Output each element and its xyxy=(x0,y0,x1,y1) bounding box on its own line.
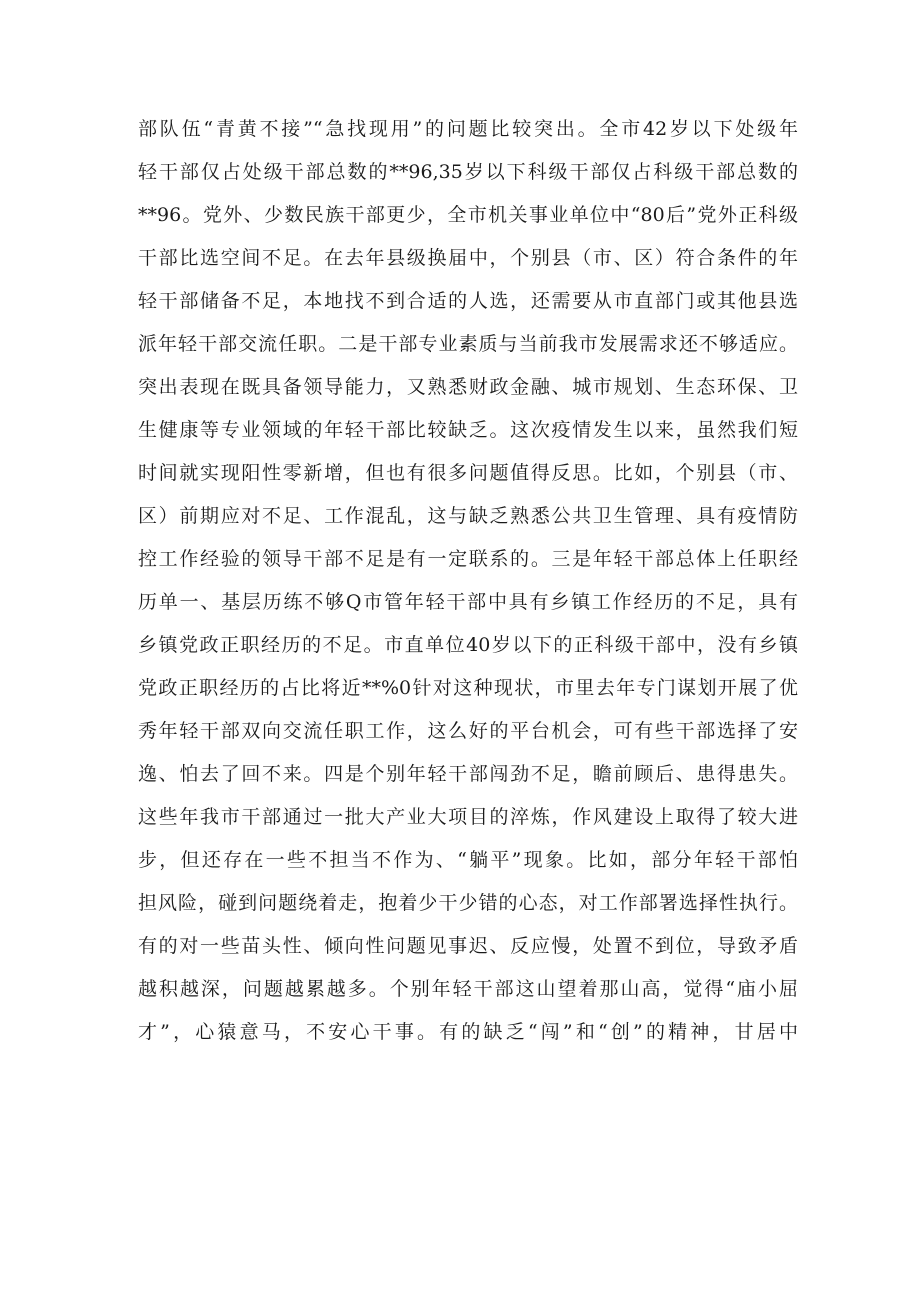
text-line: 区）前期应对不足、工作混乱，这与缺乏熟悉公共卫生管理、具有疫情防 xyxy=(138,505,798,527)
text-line: 部队伍“青黄不接”“急找现用”的问题比较突出。全市42岁以下处级年 xyxy=(138,118,798,140)
text-line: 轻干部储备不足，本地找不到合适的人选，还需要从市直部门或其他县选 xyxy=(138,290,798,312)
text-line: 历单一、基层历练不够Q市管年轻干部中具有乡镇工作经历的不足，具有 xyxy=(138,591,798,613)
text-line: 控工作经验的领导干部不足是有一定联系的。三是年轻干部总体上任职经 xyxy=(138,548,798,570)
text-line: 干部比选空间不足。在去年县级换届中，个别县（市、区）符合条件的年 xyxy=(138,247,798,269)
text-line: 突出表现在既具备领导能力，又熟悉财政金融、城市规划、生态环保、卫 xyxy=(138,376,798,398)
text-line: 派年轻干部交流任职。二是干部专业素质与当前我市发展需求还不够适应。 xyxy=(138,333,798,355)
text-line: 时间就实现阳性零新增，但也有很多问题值得反思。比如，个别县（市、 xyxy=(138,462,798,484)
text-line: 才”，心猿意马，不安心干事。有的缺乏“闯”和“创”的精神，甘居中 xyxy=(138,1021,798,1043)
text-line: 有的对一些苗头性、倾向性问题见事迟、反应慢，处置不到位，导致矛盾 xyxy=(138,935,798,957)
text-line: 逸、怕去了回不来。四是个别年轻干部闯劲不足，瞻前顾后、患得患失。 xyxy=(138,763,798,785)
text-line: 这些年我市干部通过一批大产业大项目的淬炼，作风建设上取得了较大进 xyxy=(138,806,798,828)
text-line: 秀年轻干部双向交流任职工作，这么好的平台机会，可有些干部选择了安 xyxy=(138,720,798,742)
text-line: 生健康等专业领域的年轻干部比较缺乏。这次疫情发生以来，虽然我们短 xyxy=(138,419,798,441)
text-line: 越积越深，问题越累越多。个别年轻干部这山望着那山高，觉得“庙小屈 xyxy=(138,978,798,1000)
text-line: 担风险，碰到问题绕着走，抱着少干少错的心态，对工作部署选择性执行。 xyxy=(138,892,798,914)
text-line: 步，但还存在一些不担当不作为、“躺平”现象。比如，部分年轻干部怕 xyxy=(138,849,798,871)
text-line: 乡镇党政正职经历的不足。市直单位40岁以下的正科级干部中，没有乡镇 xyxy=(138,634,798,656)
text-line: **96。党外、少数民族干部更少，全市机关事业单位中“80后”党外正科级 xyxy=(138,204,798,226)
text-line: 党政正职经历的占比将近**%0针对这种现状，市里去年专门谋划开展了优 xyxy=(138,677,798,699)
body-text xyxy=(138,108,798,1054)
text-line: 轻干部仅占处级干部总数的**96,35岁以下科级干部仅占科级干部总数的 xyxy=(138,161,798,183)
